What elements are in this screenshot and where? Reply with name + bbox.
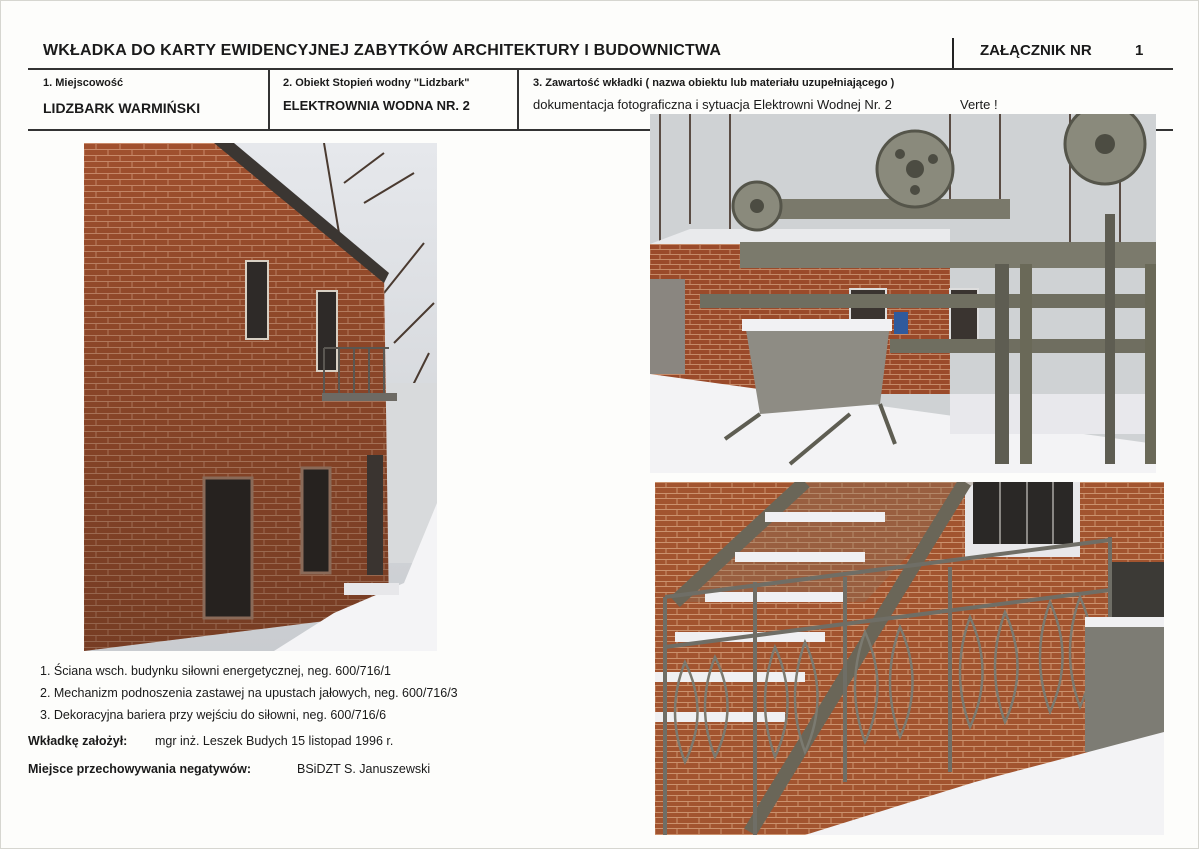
storage-label: Miejsce przechowywania negatywów: <box>28 762 251 776</box>
caption-3: 3. Dekoracyjna bariera przy wejściu do siłowni, neg. 600/716/6 <box>40 708 387 722</box>
field-divider-1 <box>268 68 270 130</box>
header-rule-top <box>28 68 1173 70</box>
photo-building-east-wall <box>84 143 437 651</box>
locality-value: LIDZBARK WARMIŃSKI <box>43 100 201 116</box>
photo-gate-mechanism <box>650 114 1156 473</box>
founded-value: mgr inż. Leszek Budych 15 listopad 1996 r. <box>155 734 394 748</box>
storage-value: BSiDZT S. Januszewski <box>297 762 431 776</box>
field-divider-2 <box>517 68 519 130</box>
verte-note: Verte ! <box>960 97 998 112</box>
annex-number: 1 <box>1135 42 1144 59</box>
object-value: ELEKTROWNIA WODNA NR. 2 <box>283 98 470 113</box>
photo-decorative-railing <box>655 482 1164 835</box>
caption-2: 2. Mechanizm podnoszenia zastawej na upustach jałowych, neg. 600/716/3 <box>40 686 458 700</box>
caption-1: 1. Ściana wsch. budynku siłowni energetycznej, neg. 600/716/1 <box>40 664 391 678</box>
contents-value: dokumentacja fotograficzna i sytuacja Elektrowni Wodnej Nr. 2 <box>533 97 892 112</box>
document-title: WKŁADKA DO KARTY EWIDENCYJNEJ ZABYTKÓW ARCHITEKTURY I BUDOWNICTWA <box>43 42 722 59</box>
founded-label: Wkładkę założył: <box>28 734 128 748</box>
photo-captions <box>40 660 458 726</box>
object-label: 2. Obiekt Stopień wodny "Lidzbark" <box>283 77 470 89</box>
contents-label: 3. Zawartość wkładki ( nazwa obiektu lub materiału uzupełniającego ) <box>533 77 895 89</box>
annex-label: ZAŁĄCZNIK NR <box>980 42 1092 59</box>
header-separator <box>952 38 954 68</box>
locality-label: 1. Miejscowość <box>43 77 124 89</box>
